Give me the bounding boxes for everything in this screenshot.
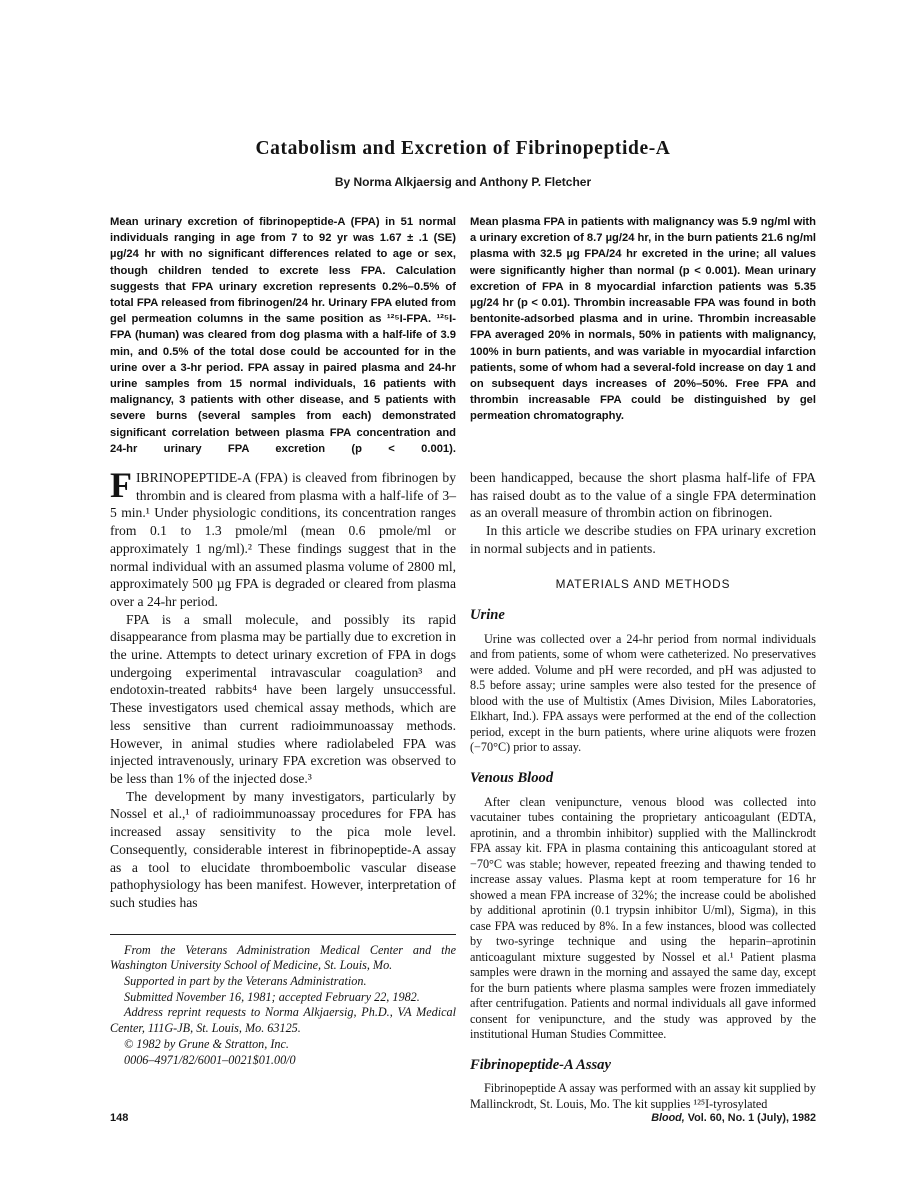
journal-name: Blood, bbox=[651, 1112, 685, 1124]
page-number: 148 bbox=[110, 1112, 129, 1124]
journal-citation: Vol. 60, No. 1 (July), 1982 bbox=[684, 1112, 816, 1124]
footnote-reprints: Address reprint requests to Norma Alkjaersig, Ph.D., VA Medical Center, 111G-JB, St. Louis, Mo. 63125. bbox=[110, 1005, 456, 1036]
footnote-support: Supported in part by the Veterans Administration. bbox=[124, 974, 367, 989]
abstract-left-column: Mean urinary excretion of fibrinopeptide-A (FPA) in 51 normal individuals ranging in age from 7 to 92 yr was 1.67 ± .1 (SE) µg/24 hr with no significant differences related to age or sex, though children tended to excrete less FPA. Calculation suggests that FPA urinary excretion represents 0.2%–0.5% of total FPA released from fibrinogen/24 hr. Urinary FPA eluted from gel permeation columns in the same position as ¹²⁵I-FPA. ¹²⁵I-FPA (human) was cleared from dog plasma with a half-life of 3.9 min, and 0.5% of the total dose could be accounted for in the urine over a 3-hr period. FPA assay in paired plasma and 24-hr urine samples from 15 normal individuals, 16 patients with malignancy, 3 patients with other disease, and 5 patients with severe burns (several samples from each) demonstrated significant correlation between plasma FPA concentration and 24-hr urinary FPA excretion (p < 0.001). bbox=[110, 216, 456, 455]
urine-section-text: Urine was collected over a 24-hr period from normal individuals and from patients, some of whom were catheterized. No preservatives were added. Volume and pH were recorded, and pH was adjusted to 8.5 before assay; urine samples were also tested for the presence of blood with the use of Multistix (Ames Division, Miles Laboratories, Elkhart, Ind.). FPA assays were performed at the end of the collection period, except in the burn patients, where urine aliquots were frozen (−70°C) prior to assay. bbox=[470, 631, 816, 755]
footnote-dates: Submitted November 16, 1981; accepted February 22, 1982. bbox=[124, 989, 420, 1004]
venous-blood-section-text: After clean venipuncture, venous blood was collected into vacutainer tubes containing the proprietary anticoagulant (EDTA, aprotinin, and a thrombin inhibitor) supplied with the Mallinckrodt FPA assay kit. FPA in plasma containing this anticoagulant stored at −70°C was stable; however, repeated freezing and thawing tended to increase assay values. Plasma kept at room temperature for 16 hr showed a mean FPA increase of 32%; the increase could be abolished by additional aprotinin (0.1 trypsin inhibitor U/ml), Sigma), in this case FPA was reduced by 8%. In a few instances, blood was collected by two-syringe technique and using the heparin–aprotinin anticoagulant mixture suggested by Nossel et al.¹ Patient plasma samples were drawn in the morning and assayed the same day, except for the burn patients where plasma samples were frozen immediately after centrifugation. Patients and normal individuals all gave informed consent for venipuncture, and the study was approved by the institutional Human Studies Committee. bbox=[470, 794, 816, 1042]
journal-reference bbox=[651, 1112, 816, 1124]
body-paragraph-4: been handicapped, because the short plasma half-life of FPA has raised doubt as to the value of a single FPA determination as an overall measure of thrombin action on fibrinogen. bbox=[470, 470, 816, 521]
body-paragraph-3: The development by many investigators, particularly by Nossel et al.,¹ of radioimmunoassay procedures for FPA has increased assay sensitivity to the pica mole level. Consequently, considerable interest in fibrinopeptide-A assay as a tool to elucidate thromboembolic vascular disease pathophysiology has been manifest. However, interpretation of such studies has bbox=[110, 788, 456, 910]
footnote-divider bbox=[110, 934, 456, 935]
footnote-affiliation: From the Veterans Administration Medical Center and the Washington University School of Medicine, St. Louis, Mo. bbox=[110, 942, 456, 973]
page-content bbox=[110, 138, 816, 1112]
urine-section-heading: Urine bbox=[470, 607, 505, 624]
abstract-right-column: Mean plasma FPA in patients with malignancy was 5.9 ng/ml with a urinary excretion of 8.7 µg/24 hr, in the burn patients 21.6 ng/ml plasma with 32.5 µg FPA/24 hr excreted in the urine; all values were significantly higher than normal (p < 0.001). Mean urinary excretion of FPA in 8 myocardial infarction patients was 5.35 µg/24 hr (p < 0.01). Thrombin increasable FPA was found in both bentonite-adsorbed plasma and in urine. Thrombin increasable FPA averaged 20% in normals, 50% in patients with malignancy, 100% in burn patients, and was variable in myocardial infarction patients, some of whom had a several-fold increase on day 1 and on subsequent days increases of 20%–50%. Free FPA and thrombin increasable FPA could be distinguished by gel permeation chromatography. bbox=[470, 216, 816, 423]
materials-methods-heading: MATERIALS AND METHODS bbox=[555, 576, 731, 591]
page-footer bbox=[110, 1112, 816, 1124]
drop-cap: F bbox=[110, 465, 132, 506]
assay-section-heading: Fibrinopeptide-A Assay bbox=[470, 1056, 611, 1073]
article-byline: By Norma Alkjaersig and Anthony P. Fletcher bbox=[334, 175, 592, 189]
article-title: Catabolism and Excretion of Fibrinopeptide-A bbox=[255, 138, 671, 159]
abstract bbox=[110, 214, 816, 457]
body-right-column bbox=[470, 469, 816, 1112]
body-columns bbox=[110, 465, 816, 1112]
assay-section-text: Fibrinopeptide A assay was performed with an assay kit supplied by Mallinckrodt, St. Louis, Mo. The kit supplies ¹²⁵I-tyrosylated bbox=[470, 1081, 816, 1111]
body-left-column bbox=[110, 465, 456, 1112]
footnote-issn: 0006–4971/82/6001–0021$01.00/0 bbox=[124, 1052, 296, 1067]
venous-blood-section-heading: Venous Blood bbox=[470, 769, 554, 786]
body-paragraph-2: FPA is a small molecule, and possibly its rapid disappearance from plasma may be partially due to excretion in the urine. Attempts to detect urinary excretion of FPA in dogs undergoing experimental intravascular coagulation³ and endotoxin-treated rabbits⁴ have been largely unsuccessful. These investigators used chemical assay methods, which are less sensitive than current radioimmunoassay methods. However, in animal studies where radiolabeled FPA was injected intravenously, urinary FPA excretion was observed to be less than 1% of the injected dose.³ bbox=[110, 611, 456, 786]
footnote-copyright: © 1982 by Grune & Stratton, Inc. bbox=[124, 1036, 289, 1051]
footnote-block bbox=[110, 943, 456, 1069]
body-paragraph-1-text: IBRINOPEPTIDE-A (FPA) is cleaved from fibrinogen by thrombin and is cleared from plasma with a half-life of 3–5 min.¹ Under physiologic conditions, its concentration ranges from 0.1 to 1.3 pmole/ml (mean 0.6 pmole/ml or approximately 1 ng/ml).² These findings suggest that in the normal individual with an assumed plasma volume of 2800 ml, approximately 500 µg FPA is degraded or cleared from plasma over a 24-hr period. bbox=[110, 470, 456, 609]
body-paragraph-5: In this article we describe studies on FPA urinary excretion in normal subjects and in patients. bbox=[470, 523, 816, 556]
body-paragraph-1 bbox=[110, 465, 456, 611]
